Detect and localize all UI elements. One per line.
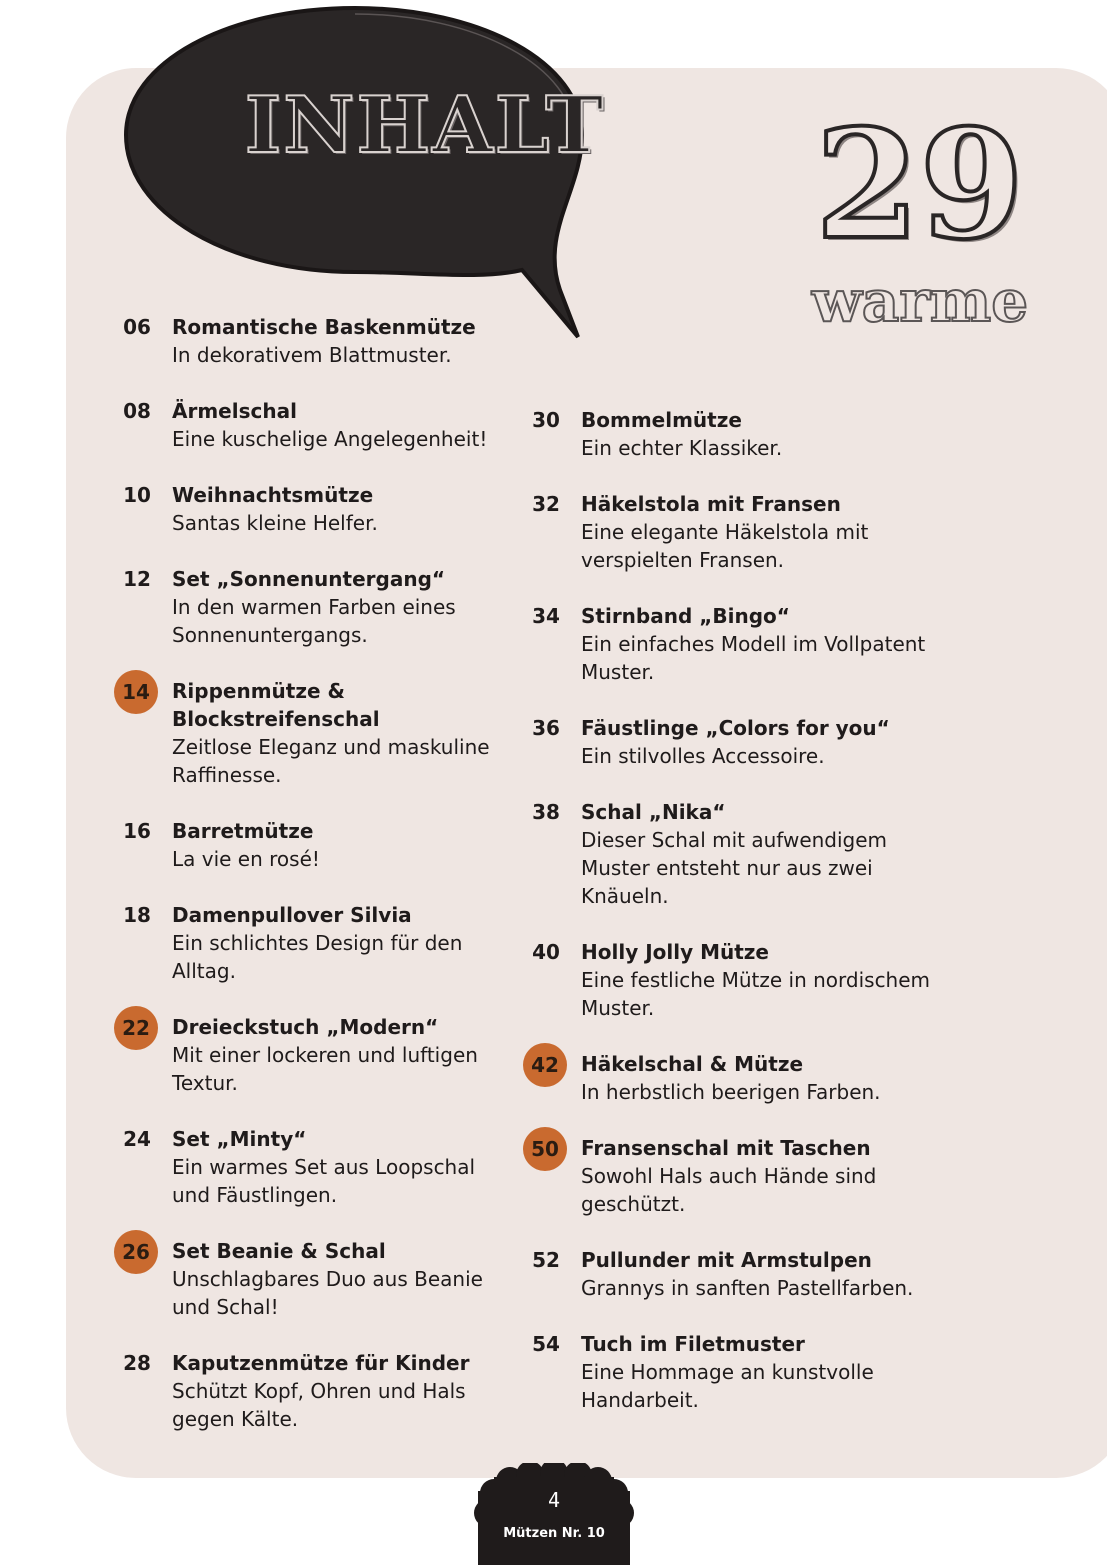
entry-description: In herbstlich beerigen Farben. [581, 1080, 881, 1104]
toc-entry[interactable] [521, 602, 941, 686]
entry-description: Ein einfaches Modell im Vollpatent Muster. [581, 632, 926, 684]
page-number: 06 [123, 315, 151, 339]
toc-entry[interactable] [521, 1246, 941, 1302]
entry-title: Kaputzenmütze für Kinder [172, 1351, 470, 1375]
page-number: 30 [532, 408, 560, 432]
entry-description: Ein schlichtes Design für den Alltag. [172, 931, 463, 983]
entry-description: Zeitlose Eleganz und maskuline Raffinesse. [172, 735, 490, 787]
toc-left-column [112, 313, 512, 1461]
page-number: 12 [123, 567, 151, 591]
entry-description: La vie en rosé! [172, 847, 320, 871]
page-number: 54 [532, 1332, 560, 1356]
entry-description: Ein echter Klassiker. [581, 436, 783, 460]
entry-description: Ein warmes Set aus Loopschal und Fäustlingen. [172, 1155, 476, 1207]
entry-title: Schal „Nika“ [581, 800, 726, 824]
entry-description: Mit einer lockeren und luftigen Textur. [172, 1043, 478, 1095]
entry-title: Tuch im Filetmuster [581, 1332, 805, 1356]
toc-entry[interactable] [112, 481, 512, 537]
entry-title: Bommelmütze [581, 408, 742, 432]
page-number: 16 [123, 819, 151, 843]
toc-entry[interactable] [521, 406, 941, 462]
entry-title: Romantische Baskenmütze [172, 315, 476, 339]
entry-title: Rippenmütze & Blockstreifenschal [172, 679, 380, 731]
page-number: 32 [532, 492, 560, 516]
toc-entry[interactable] [521, 798, 941, 910]
toc-entry[interactable] [112, 1237, 512, 1321]
page-number-badge: 42 [525, 1045, 565, 1085]
entry-title: Weihnachtsmütze [172, 483, 374, 507]
toc-entry[interactable] [112, 397, 512, 453]
headline-count: 29 [815, 97, 1024, 273]
footer-magazine-name: Mützen Nr. 10 [503, 1526, 605, 1541]
toc-entry[interactable] [521, 714, 941, 770]
entry-description: Schützt Kopf, Ohren und Hals gegen Kälte. [172, 1379, 466, 1431]
toc-entry[interactable] [112, 1013, 512, 1097]
page-number-badge: 50 [525, 1129, 565, 1169]
entry-description: Sowohl Hals auch Hände sind geschützt. [581, 1164, 877, 1216]
page-number: 10 [123, 483, 151, 507]
entry-title: Häkelschal & Mütze [581, 1052, 804, 1076]
page-number: 18 [123, 903, 151, 927]
page-number: 08 [123, 399, 151, 423]
entry-title: Stirnband „Bingo“ [581, 604, 790, 628]
toc-entry[interactable] [112, 677, 512, 789]
toc-right-column [521, 406, 941, 1442]
entry-title: Fransenschal mit Taschen [581, 1136, 871, 1160]
page-number: 52 [532, 1248, 560, 1272]
toc-entry[interactable] [521, 1134, 941, 1218]
entry-title: Set „Minty“ [172, 1127, 307, 1151]
page-number: 34 [532, 604, 560, 628]
page-number-badge: 26 [116, 1232, 156, 1272]
entry-title: Dreieckstuch „Modern“ [172, 1015, 439, 1039]
page-number-badge: 14 [116, 672, 156, 712]
entry-title: Häkelstola mit Fransen [581, 492, 841, 516]
headline-subtitle: warme [811, 267, 1029, 335]
page-number-badge: 22 [116, 1008, 156, 1048]
entry-title: Barretmütze [172, 819, 314, 843]
entry-title: Holly Jolly Mütze [581, 940, 769, 964]
footer-badge [474, 1463, 634, 1565]
footer-page-number: 4 [547, 1488, 561, 1512]
page-number: 36 [532, 716, 560, 740]
toc-entry[interactable] [112, 1125, 512, 1209]
page-title: INHALT [244, 80, 606, 171]
entry-description: In den warmen Farben eines Sonnenuntergangs. [172, 595, 456, 647]
toc-entry[interactable] [521, 490, 941, 574]
page-number: 40 [532, 940, 560, 964]
entry-title: Set „Sonnenuntergang“ [172, 567, 446, 591]
toc-entry[interactable] [521, 938, 941, 1022]
entry-description: In dekorativem Blattmuster. [172, 343, 452, 367]
entry-description: Unschlagbares Duo aus Beanie und Schal! [172, 1267, 483, 1319]
toc-entry[interactable] [112, 313, 512, 369]
page-number: 28 [123, 1351, 151, 1375]
entry-description: Eine Hommage an kunstvolle Handarbeit. [581, 1360, 874, 1412]
entry-description: Eine kuschelige Angelegenheit! [172, 427, 488, 451]
page-number: 38 [532, 800, 560, 824]
entry-description: Ein stilvolles Accessoire. [581, 744, 825, 768]
entry-description: Eine festliche Mütze in nordischem Muster. [581, 968, 931, 1020]
toc-entry[interactable] [112, 565, 512, 649]
entry-title: Ärmelschal [172, 399, 297, 423]
toc-entry[interactable] [112, 1349, 512, 1433]
entry-title: Fäustlinge „Colors for you“ [581, 716, 890, 740]
entry-description: Grannys in sanften Pastellfarben. [581, 1276, 914, 1300]
toc-entry[interactable] [112, 817, 512, 873]
entry-title: Set Beanie & Schal [172, 1239, 386, 1263]
toc-entry[interactable] [112, 901, 512, 985]
entry-description: Dieser Schal mit aufwendigem Muster entsteht nur aus zwei Knäueln. [581, 828, 888, 908]
toc-entry[interactable] [521, 1330, 941, 1414]
entry-description: Eine elegante Häkelstola mit verspielten Fransen. [581, 520, 869, 572]
entry-description: Santas kleine Helfer. [172, 511, 378, 535]
entry-title: Pullunder mit Armstulpen [581, 1248, 872, 1272]
speech-bubble [120, 0, 590, 345]
entry-title: Damenpullover Silvia [172, 903, 412, 927]
toc-entry[interactable] [521, 1050, 941, 1106]
page-number: 24 [123, 1127, 151, 1151]
